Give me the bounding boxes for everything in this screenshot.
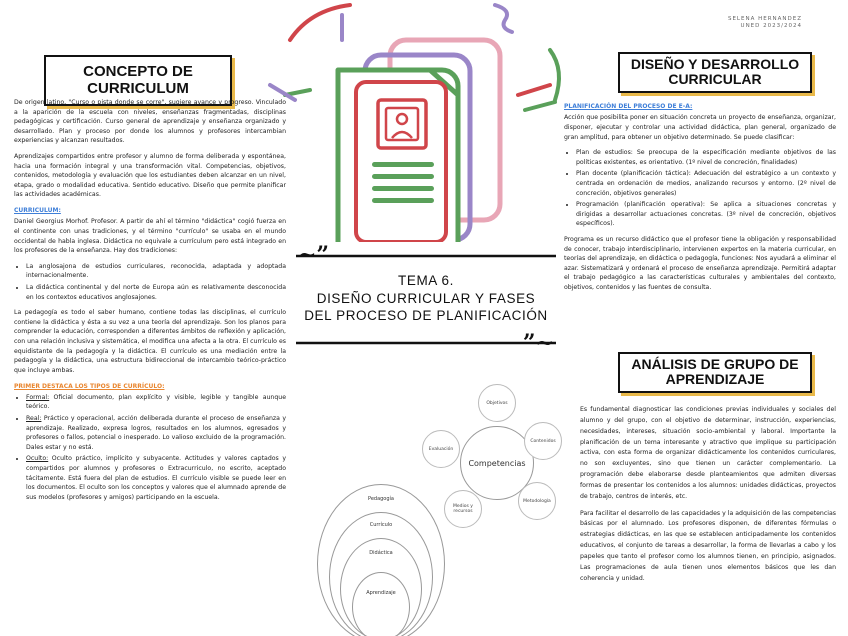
ring-label-aprendizaje: Aprendizaje <box>366 590 396 596</box>
node-metodologia: Metodología <box>518 482 556 520</box>
concepto-paragraph-2: Aprendizajes compartidos entre profesor y alumno de forma deliberada y espontánea, hacia una formación integral y una transformación vital. Competencias, objetivos, contenidos, metodología y evaluación que los estudiantes deben alcanzar en un nivel, etapa, grado o modalidad educativa. Sentido educativo. Diseño que permite planificar las actividades académicas. <box>14 153 286 199</box>
analisis-paragraph-1: Es fundamental diagnosticar las condiciones previas individuales y sociales del alumno y del grupo, con el objetivo de determinar, instrucción, experiencias, necesidades, intereses, situación socio-ambiental y laboral. Importante la planificación de un tema interesante y atractivo que implique su participación activa, con esta forma de organizar didácticamente los contenidos curriculares, no son excluyentes, sino que tienen un carácter complementario. La programación debe elaborarse desde planteamientos que admiten diversas formas de presentar los contenidos a los alumnos: unidades didácticas, proyectos de trabajo, centros de interés, etc. <box>580 406 836 500</box>
tradiciones-list <box>26 262 286 302</box>
concepto-paragraph-4: La pedagogía es todo el saber humano, contiene todas las disciplinas, el currículo contiene la didáctica y ésta a su vez a una teoría del aprendizaje. Son los planos para comprender la educación, corresponden a diferentes ámbitos de reflexión y aplicación, con una relación inclusiva y sistemática, el modifica una afecta a la otra. El currículo es equidistante de la pedagogía y la didáctica. El currículo es una mediación entre la pedagogía y la didáctica, una estructura bidireccional de intercambio teórico-práctico que incluye ambas. <box>14 309 286 374</box>
node-objetivos: Objetivos <box>478 384 516 422</box>
analisis-title: ANÁLISIS DE GRUPO DE APRENDIZAJE <box>618 352 812 393</box>
tipo-label: Oculto: <box>26 455 49 463</box>
node-medios: Medios y recursos <box>444 490 482 528</box>
concepto-paragraph-1: De origen latino, "Curso o pista donde se corre", sugiere avance y progreso. Vinculado a la aparición de la escuela con niveles, enseñanzas fragmentadas, disciplinas pedagógicas y certificación. Curso general de aprendizaje y enseñanza organizado y desarrollado. Plan y proceso por donde los alumnos y profesores intercambian experiencias y alcanzan resultados. <box>14 99 286 145</box>
document-illustration <box>250 0 570 260</box>
list-item: • Plan docente (planificación táctica): Adecuación del estratégico a un contexto y centrada en ordenación de medios, analizando recursos y entorno. (2º nivel de concreción, objetivos generales) <box>576 169 836 198</box>
ring-aprendizaje <box>352 572 410 636</box>
concentric-diagram <box>316 476 446 636</box>
niveles-list <box>576 148 836 229</box>
planificacion-heading: PLANIFICACIÓN DEL PROCESO DE E-A: <box>564 103 693 110</box>
tipo-text: Práctico y operacional, acción deliberada durante el proceso de enseñanza y aprendizaje. Realizado, expresa logros, resultados en los alumnos, egresados y profesores o fallos, potencial o inesperado. Lo valioso excluido de la programación. Dales estar y no está. <box>26 415 287 451</box>
analisis-paragraph-2: Para facilitar el desarrollo de las capacidades y la adquisición de las competencias básicas por el alumnado. Los profesores disponen, de diferentes fórmulas o estrategias didácticas, en las que se establecen anticipadamente los contenidos educativos, el conjunto de tareas a desarrollar, la forma de llevarlas a cabo y los papeles que tanto el profesor como los alumnos tienen, en principio, asignados. Las programaciones de aula tienen unos elementos básicos que les dan coherencia y unidad. <box>580 509 836 582</box>
ring-label-pedagogia: Pedagogía <box>367 496 394 502</box>
tipos-heading: PRIMER DESTACA LOS TIPOS DE CURRÍCULO: <box>14 382 165 390</box>
competencias-center: Competencias <box>460 426 534 500</box>
node-evaluacion: Evaluación <box>422 430 460 468</box>
tipo-label: Formal: <box>26 393 50 401</box>
diseno-paragraph-1: Acción que posibilita poner en situación concreta un proyecto de enseñanza, organizar, disponer, ejecutar y controlar una actividad didáctica, plan general, organizado de gran amplitud, para obtener un objetivo determinado. Se puede clasificar: <box>564 114 836 141</box>
tipo-text: Oficial documento, plan explícito y visible, legible y tangible aunque teórico. <box>26 393 286 411</box>
list-item <box>26 414 286 452</box>
tema-title <box>292 272 560 325</box>
list-item: • Programación (planificación operativa): Se aplica a situaciones concretas y dirigidas a desarrollar actuaciones concretas. (3º nivel de concreción, objetivos específicos). <box>576 200 836 229</box>
list-item <box>26 393 286 412</box>
node-contenidos: Contenidos <box>524 422 562 460</box>
tema-box <box>292 242 560 357</box>
list-item <box>26 454 286 502</box>
concepto-title: CONCEPTO DE CURRICULUM <box>44 55 232 106</box>
list-item: • La anglosajona de estudios curriculares, reconocida, adaptada y adoptada internacionalmente. <box>26 262 286 281</box>
open-quote: ~” <box>298 242 330 268</box>
tipo-label: Real: <box>26 415 42 423</box>
curriculum-heading: CURRICULUM: <box>14 207 61 215</box>
analisis-column <box>580 405 836 591</box>
ring-label-curriculo: Currículo <box>369 522 393 528</box>
diseno-column <box>564 102 836 299</box>
tema-line-1: TEMA 6. <box>398 273 454 288</box>
author-course: UNED 2023/2024 <box>740 23 802 30</box>
tipo-text: Oculto práctico, implícito y subyacente. Actitudes y valores captados y compartidos por alumnos y profesores o Extracurriculo, no escrito, aceptado tácitamente. Está fuera del plan de estudios. El currículo visible se puede leer en los documentos. El oculto son los conceptos y valores que el alumnado aprende de sus modelos (profesores y amigos) participando en la escuela. <box>26 455 286 501</box>
diseno-title: DISEÑO Y DESARROLLO CURRICULAR <box>618 52 812 93</box>
author-block <box>728 16 802 31</box>
list-item: • Plan de estudios: Se preocupa de la especificación mediante objetivos de las políticas existentes, es orientativo. (1º nivel de concreción, finalidades) <box>576 148 836 167</box>
list-item: • La didáctica continental y del norte de Europa aún es relativamente desconocida en los contextos educativos anglosajones. <box>26 283 286 302</box>
close-quote: ”~ <box>522 330 554 356</box>
concepto-paragraph-3: Daniel Georgius Morhof. Profesor. A partir de ahí el término "didáctica" cogió fuerza en el continente con unas tradiciones, y el término "currículo" se usaba en el mundo occidental de habla inglesa. Didáctica no equivale a currículum pero está integrado en los profesores de la enseñanza. Hay dos tradiciones: <box>14 218 286 255</box>
tipos-list <box>26 393 286 503</box>
concepto-column <box>14 98 286 509</box>
author-name: SELENA HERNANDEZ <box>727 16 802 22</box>
tema-line-3: DEL PROCESO DE PLANIFICACIÓN <box>304 308 548 324</box>
diseno-paragraph-2: Programa es un recurso didáctico que el profesor tiene la obligación y responsabilidad de conocer, trabajo interdisciplinario, intervienen expertos en la materia curricular, en teorías del aprendizaje, en didáctica o pedagogía, funciones: Nos ayudará a eliminar el azar. Sistematizará y ordenará el proceso de enseñanza aprendizaje. Permitirá adaptar el trabajo pedagógico a las características culturales y ambientales del contexto, objetivos, contenidos y las fuentes de consulta. <box>564 236 836 292</box>
tema-line-2: DISEÑO CURRICULAR Y FASES <box>316 290 536 306</box>
ring-label-didactica: Didáctica <box>369 550 393 556</box>
